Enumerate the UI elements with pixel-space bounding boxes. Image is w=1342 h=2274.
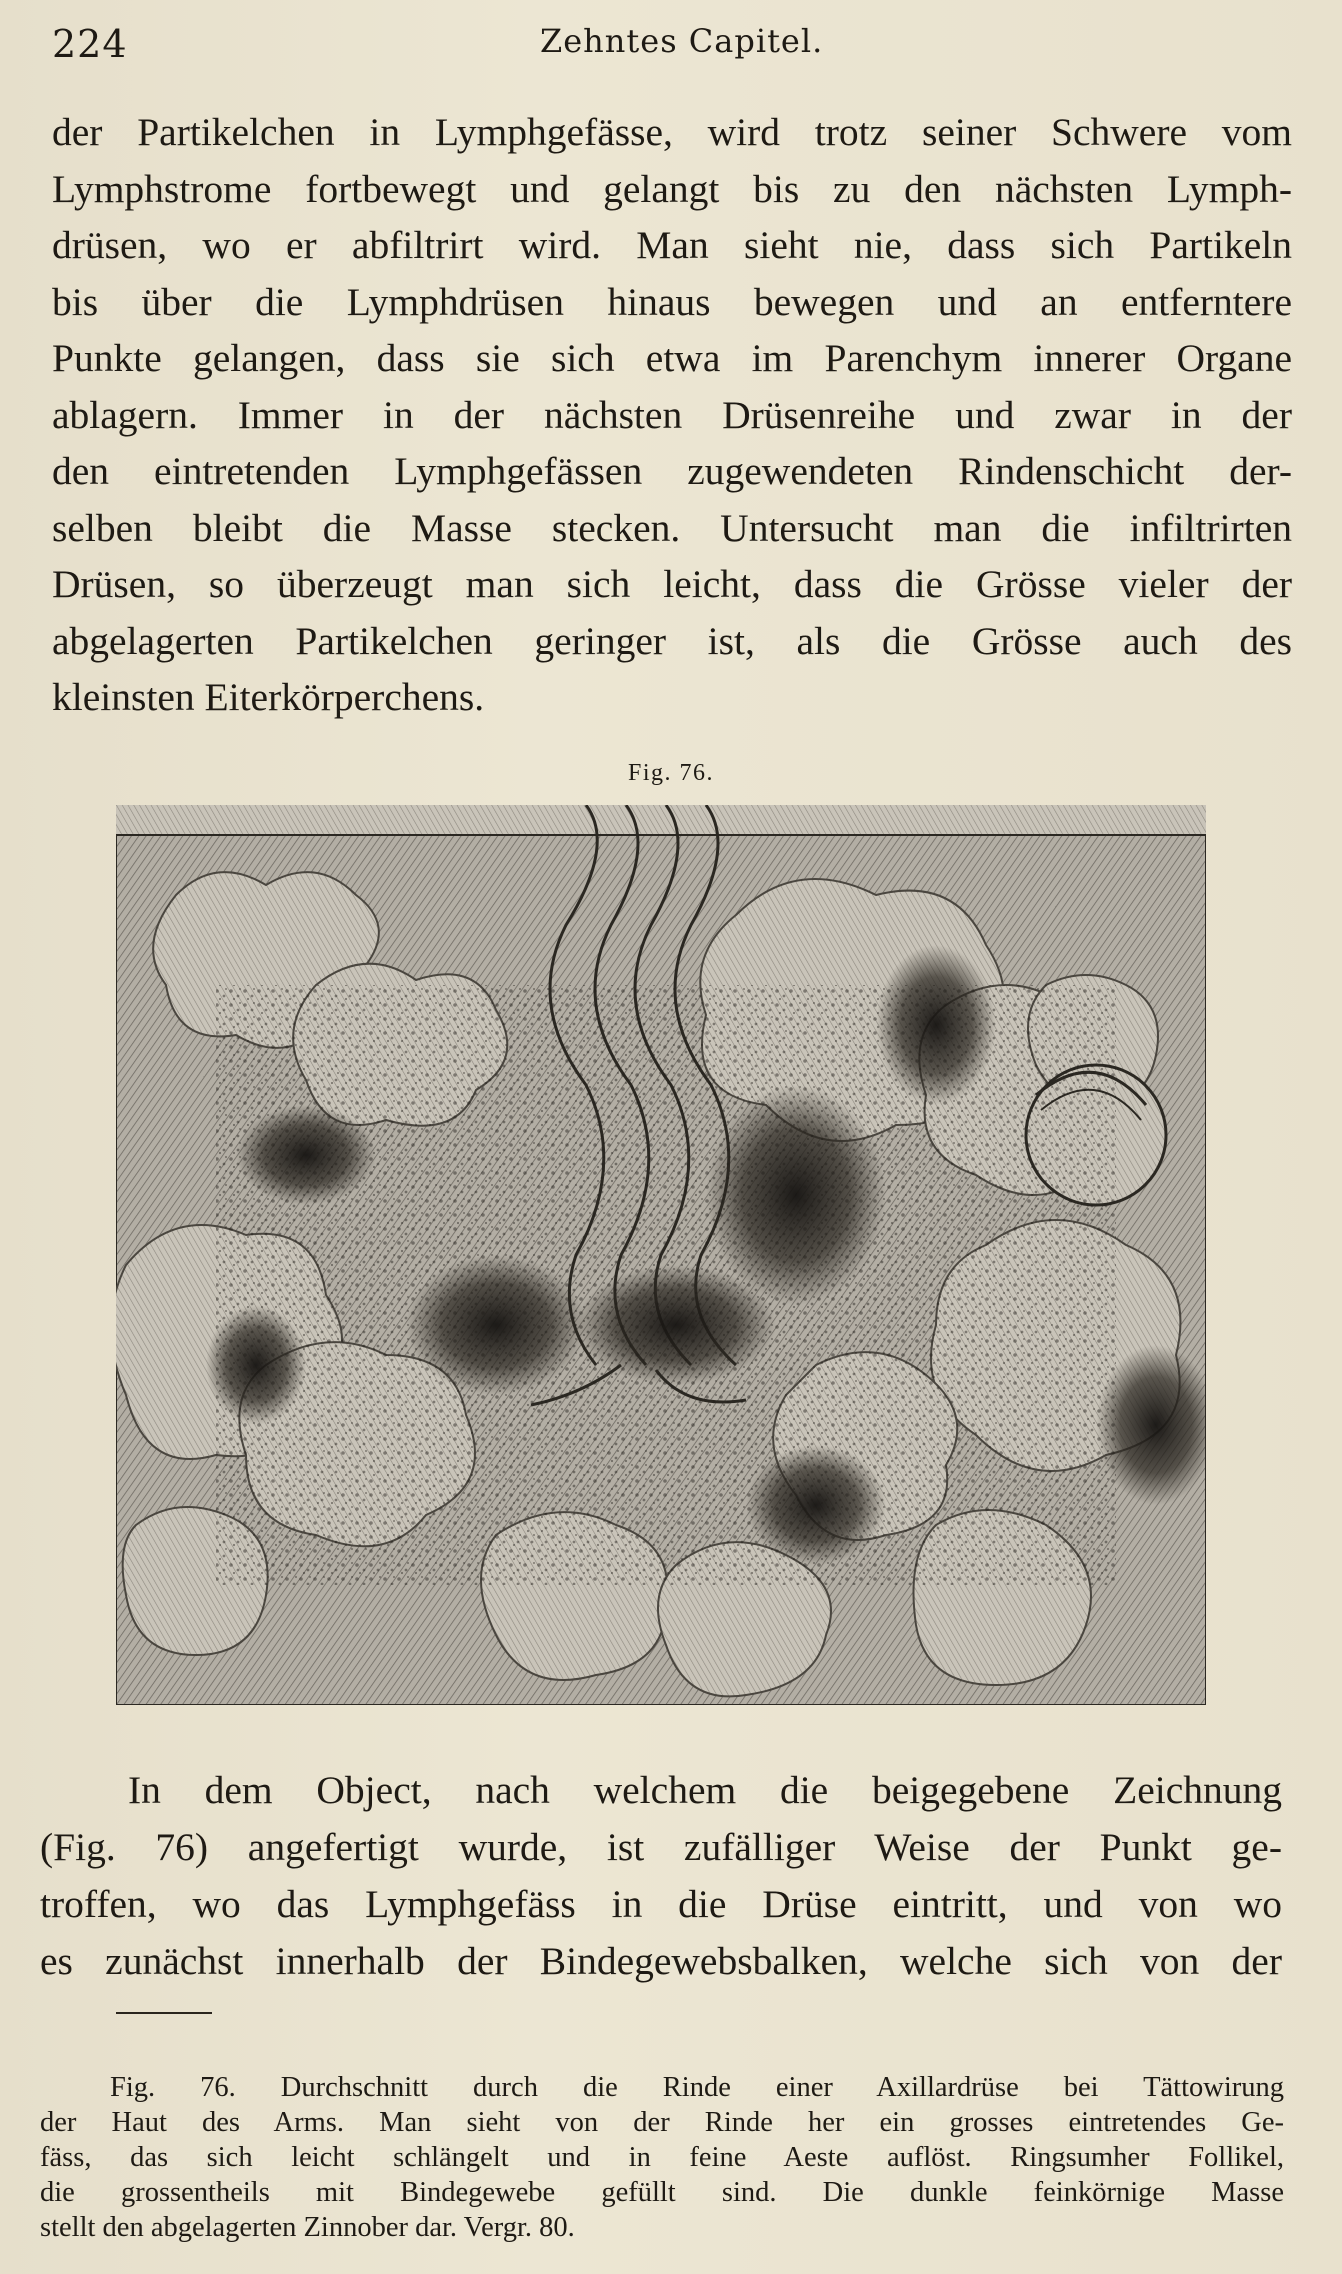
page-number: 224 (52, 22, 128, 66)
body-paragraph-1 (52, 104, 1292, 726)
cinnabar-deposits (206, 945, 1206, 1585)
footnote-rule (116, 2012, 212, 2014)
text-line: selben bleibt die Masse stecken. Untersucht man die infiltrirten (52, 505, 1292, 550)
text-line: kleinsten Eiterkörperchens. (52, 675, 485, 719)
caption-line: stellt den abgelagerten Zinnober dar. Vergr. 80. (40, 2212, 575, 2243)
text-line: ablagern. Immer in der nächsten Drüsenreihe und zwar in der (52, 392, 1292, 437)
figure-caption (40, 2070, 1284, 2245)
text-line: der Partikelchen in Lymphgefässe, wird trotz seiner Schwere vom (52, 110, 1292, 154)
text-line: In dem Object, nach welchem die beigegebene Zeichnung (128, 1768, 1282, 1812)
page-header (52, 22, 1292, 82)
text-line: drüsen, wo er abfiltrirt wird. Man sieht nie, dass sich Partikeln (52, 223, 1292, 267)
text-line: es zunächst innerhalb der Bindegewebsbalken, welche sich von der (40, 1939, 1282, 1983)
caption-line: fäss, das sich leicht schlängelt und in feine Aeste auflöst. Ringsumher Follikel, (40, 2142, 1284, 2173)
text-line: bis über die Lymphdrüsen hinaus bewegen und an entferntere (52, 279, 1292, 324)
text-line: Punkte gelangen, dass sie sich etwa im Parenchym innerer Organe (52, 336, 1292, 380)
text-line: Lymphstrome fortbewegt und gelangt bis zu den nächsten Lymph- (52, 166, 1292, 211)
text-line: Drüsen, so überzeugt man sich leicht, dass die Grösse vieler der (52, 562, 1292, 606)
figure-engraving (116, 805, 1206, 1705)
figure-label: Fig. 76. (627, 760, 714, 786)
caption-line: die grossentheils mit Bindegewebe gefüllt sind. Die dunkle feinkörnige Masse (40, 2177, 1284, 2208)
caption-line: Fig. 76. Durchschnitt durch die Rinde einer Axillardrüse bei Tättowirung (110, 2072, 1284, 2103)
text-line: troffen, wo das Lymphgefäss in die Drüse eintritt, und von wo (40, 1882, 1282, 1926)
lymph-node-section-illustration (116, 805, 1206, 1705)
text-line: abgelagerten Partikelchen geringer ist, als die Grösse auch des (52, 618, 1292, 663)
text-line: (Fig. 76) angefertigt wurde, ist zufälliger Weise der Punkt ge- (40, 1825, 1282, 1869)
body-paragraph-2 (40, 1762, 1282, 1990)
caption-line: der Haut des Arms. Man sieht von der Rinde her ein grosses eintretendes Ge- (40, 2107, 1284, 2138)
running-head: Zehntes Capitel. (540, 22, 824, 60)
text-line: den eintretenden Lymphgefässen zugewendeten Rindenschicht der- (52, 449, 1292, 493)
